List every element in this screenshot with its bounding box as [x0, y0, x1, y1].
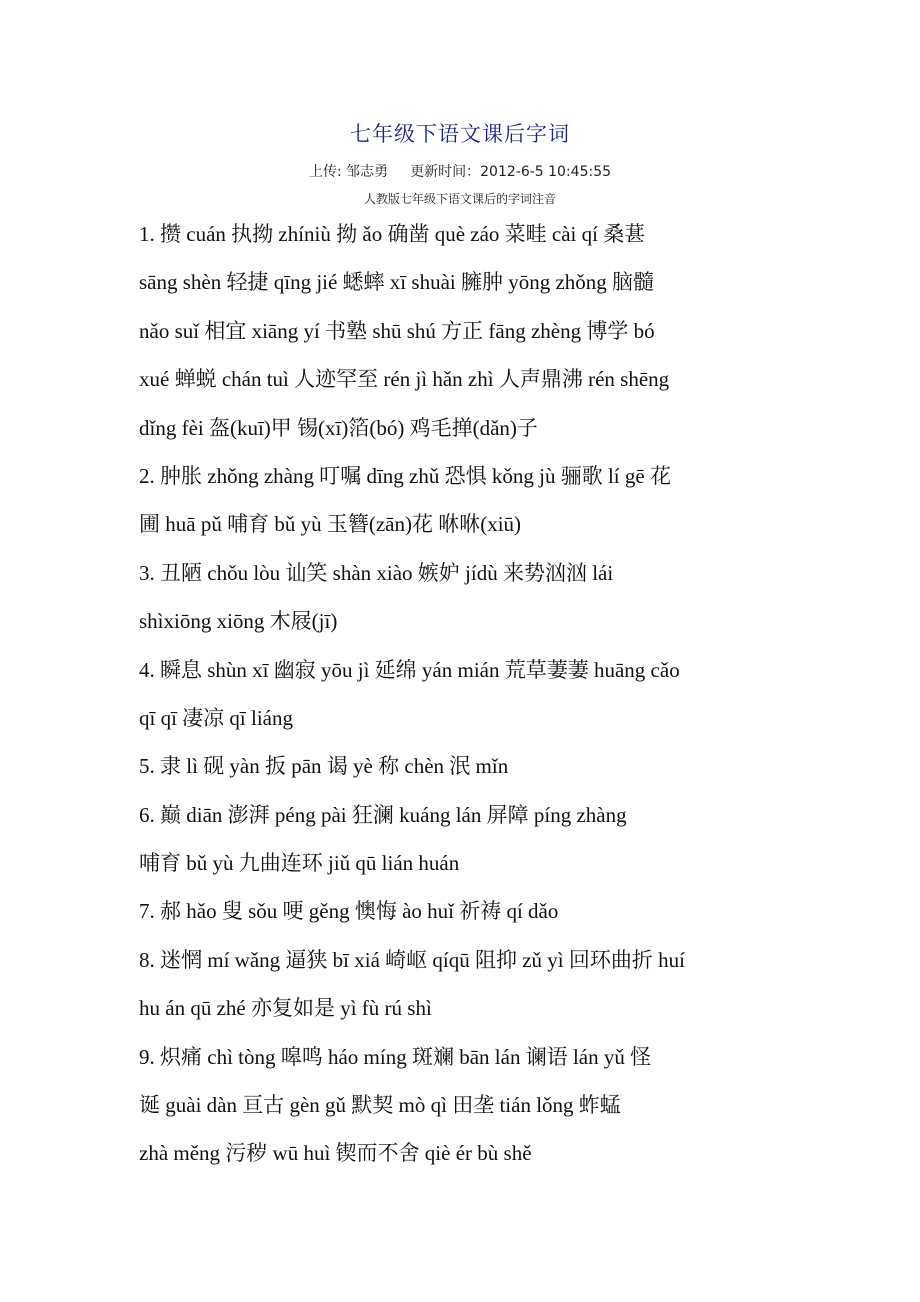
text-line: 诞 guài dàn 亘古 gèn gǔ 默契 mò qì 田垄 tián lǒng 蚱蜢 — [139, 1093, 621, 1118]
text-line: 9. 炽痛 chì tòng 嗥鸣 háo míng 斑斓 bān lán 谰语 lán yǔ 怪 — [139, 1044, 652, 1069]
meta-line — [0, 161, 920, 181]
text-line: 8. 迷惘 mí wǎng 逼狭 bī xiá 崎岖 qíqū 阻抑 zǔ yì 回环曲折 huí — [139, 947, 685, 972]
text-line: 2. 肿胀 zhǒng zhàng 叮嘱 dīng zhǔ 恐惧 kǒng jù 骊歌 lí gē 花 — [139, 463, 671, 488]
text-line: xué 蝉蜕 chán tuì 人迹罕至 rén jì hǎn zhì 人声鼎沸 rén shēng — [139, 367, 670, 392]
text-line: 圃 huā pǔ 哺育 bǔ yù 玉簪(zān)花 咻咻(xiū) — [139, 512, 522, 537]
uploader-label: 上传: 邹志勇 — [308, 164, 389, 180]
page-title: 七年级下语文课后字词 — [350, 122, 570, 146]
text-line: 1. 攒 cuán 执拗 zhíniù 拗 ǎo 确凿 què záo 菜畦 cài qí 桑葚 — [139, 222, 646, 246]
text-line: dǐng fèi 盔(kuī)甲 锡(xī)箔(bó) 鸡毛掸(dǎn)子 — [139, 415, 538, 440]
text-line: hu án qū zhé 亦复如是 yì fù rú shì — [139, 996, 432, 1021]
text-line: nǎo suǐ 相宜 xiāng yí 书塾 shū shú 方正 fāng zhèng 博学 bó — [139, 318, 655, 343]
updated-time-label: 更新时间：2012-6-5 10:45:55 — [410, 164, 612, 180]
text-line: 哺育 bǔ yù 九曲连环 jiǔ qū lián huán — [139, 851, 460, 876]
text-line: 6. 巅 diān 澎湃 péng pài 狂澜 kuáng lán 屏障 píng zhàng — [139, 802, 627, 827]
text-line: sāng shèn 轻捷 qīng jié 蟋蟀 xī shuài 臃肿 yōng zhǒng 脑髓 — [139, 270, 655, 295]
text-line: 4. 瞬息 shùn xī 幽寂 yōu jì 延绵 yán mián 荒草萋萋 huāng cǎo — [139, 657, 680, 682]
text-line: 3. 丑陋 chǒu lòu 讪笑 shàn xiào 嫉妒 jídù 来势汹汹 lái — [139, 560, 614, 585]
text-line: shìxiōng xiōng 木屐(jī) — [139, 609, 338, 634]
text-line: 5. 隶 lì 砚 yàn 扳 pān 谒 yè 称 chèn 泯 mǐn — [139, 754, 509, 779]
text-line: qī qī 凄凉 qī liáng — [139, 705, 293, 730]
text-line: zhà měng 污秽 wū huì 锲而不舍 qiè ér bù shě — [139, 1141, 532, 1166]
text-line: 7. 郝 hǎo 叟 sǒu 哽 gěng 懊悔 ào huǐ 祈祷 qí dǎo — [139, 899, 559, 924]
vocab-body — [139, 210, 789, 1178]
description: 人教版七年级下语文课后的字词注音 — [363, 192, 556, 206]
